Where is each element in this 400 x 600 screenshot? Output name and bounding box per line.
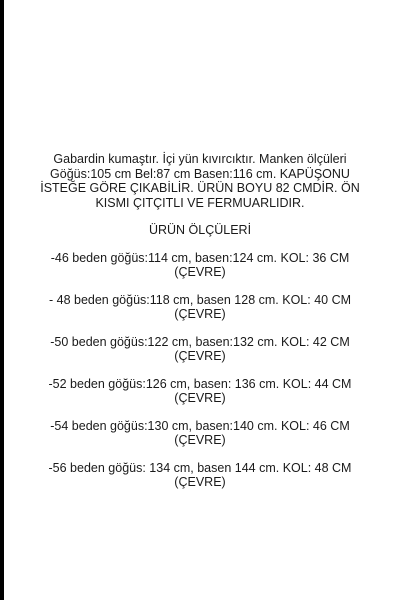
size-note: (ÇEVRE)	[174, 265, 226, 279]
size-chart-heading: ÜRÜN ÖLÇÜLERİ	[148, 223, 252, 237]
size-measurements: -46 beden göğüs:114 cm, basen:124 cm. KOL: 36 CM	[50, 250, 350, 265]
size-item	[24, 377, 376, 406]
size-note: (ÇEVRE)	[174, 433, 226, 447]
left-border-rule	[0, 0, 4, 600]
size-item	[24, 293, 376, 322]
size-measurements: -50 beden göğüs:122 cm, basen:132 cm. KOL: 42 CM	[50, 334, 350, 349]
size-item	[24, 419, 376, 448]
size-item	[24, 461, 376, 490]
size-note: (ÇEVRE)	[174, 307, 226, 321]
size-note: (ÇEVRE)	[174, 349, 226, 363]
size-measurements: - 48 beden göğüs:118 cm, basen 128 cm. KOL: 40 CM	[48, 292, 352, 307]
size-item	[24, 251, 376, 280]
description-line: İSTEĞE GÖRE ÇIKABİLİR. ÜRÜN BOYU 82 CMDİR. ÖN	[40, 181, 360, 195]
size-note: (ÇEVRE)	[174, 391, 226, 405]
size-item	[24, 335, 376, 364]
size-measurements: -56 beden göğüs: 134 cm, basen 144 cm. KOL: 48 CM	[48, 460, 352, 475]
size-list	[24, 251, 376, 490]
size-note: (ÇEVRE)	[174, 475, 226, 489]
product-description	[24, 152, 376, 210]
description-line: KISMI ÇITÇITLI VE FERMUARLIDIR.	[95, 195, 305, 210]
description-content	[24, 152, 376, 503]
description-line: Gabardin kumaştır. İçi yün kıvırcıktır. Manken ölçüleri	[53, 152, 347, 166]
description-line: Göğüs:105 cm Bel:87 cm Basen:116 cm. KAPÜŞONU	[50, 166, 350, 181]
size-measurements: -52 beden göğüs:126 cm, basen: 136 cm. KOL: 44 CM	[48, 376, 352, 391]
size-measurements: -54 beden göğüs:130 cm, basen:140 cm. KOL: 46 CM	[50, 418, 350, 433]
